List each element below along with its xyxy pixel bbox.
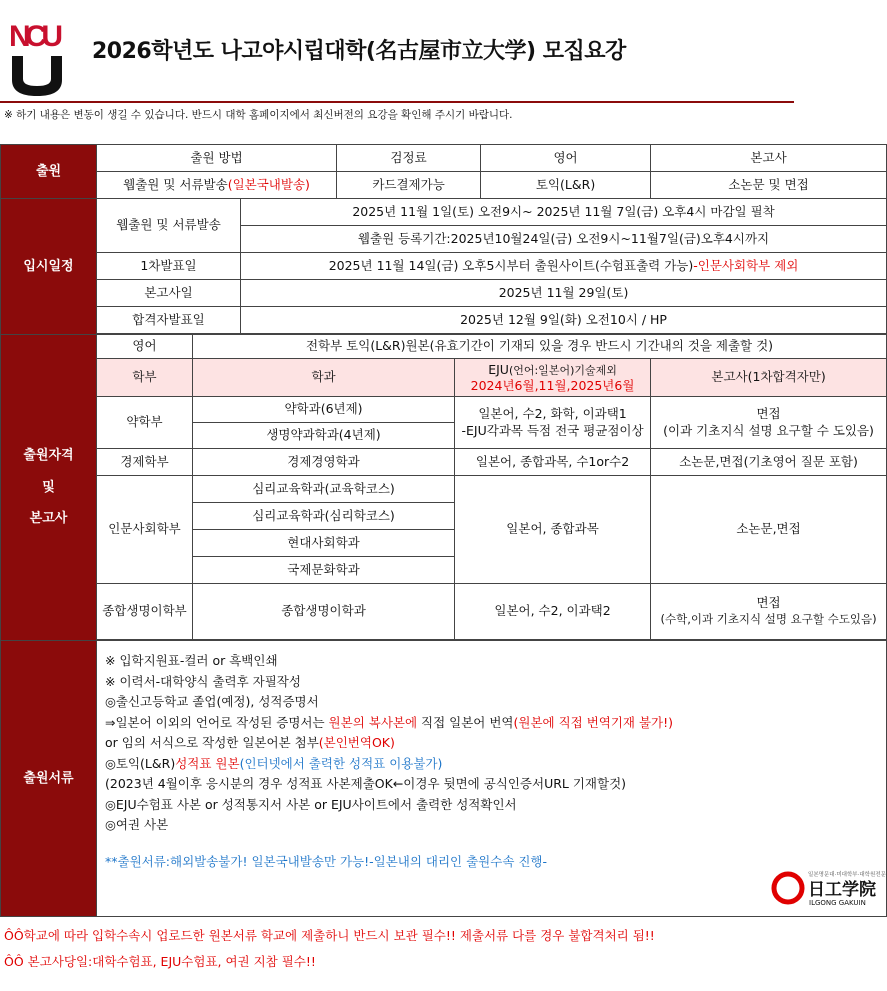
doc-line-4: ⇒일본어 이외의 언어로 작성된 증명서는 원본의 복사본에 직접 일본어 번역(원본에 직접 번역기재 불가!): [105, 714, 674, 730]
qual-english-value: 전학부 토익(L&R)원본(유효기간이 기재되 있을 경우 반드시 기간내의 것을 제출할 것): [193, 335, 887, 359]
pharm-exam-2: (이과 기초지식 설명 요구할 수 도있음): [663, 422, 874, 438]
pass-value: 2025년 12월 9일(화) 오전10시 / HP: [241, 307, 887, 334]
section-schedule: 입시일정: [1, 199, 97, 335]
hum-row-1: [1, 476, 887, 503]
page-title: [92, 34, 626, 65]
hum-dept-3: 현대사회학과: [193, 530, 455, 557]
ilgong-logo: [772, 868, 886, 908]
doc-line-8: ◎EJU수험표 사본 or 성적통지서 사본 or EJU사이트에서 출력한 성적확인서: [105, 796, 517, 812]
qual-title-2: 및: [42, 479, 55, 495]
qual-title-3: 본고사: [29, 511, 68, 527]
econ-eju: 일본어, 종합과목, 수1or수2: [455, 449, 651, 476]
life-dept: 종합생명이학과: [193, 584, 455, 640]
econ-row: [1, 449, 887, 476]
web-line1: 2025년 11월 1일(토) 오전9시~ 2025년 11월 7일(금) 오후4시 마감일 필착: [241, 199, 887, 226]
method-text: 웹출원 및 서류발송: [123, 176, 228, 192]
documents-row: [1, 641, 887, 917]
first-value-text: 2025년 11월 14일(금) 오후5시부터 출원사이트(수험표출력 가능): [328, 257, 694, 273]
schedule-row-pass: [1, 307, 887, 334]
life-exam-1: 면접: [756, 595, 781, 611]
pharm-faculty: 약학부: [97, 397, 193, 449]
pharm-eju: [455, 397, 651, 449]
col-exam: 본고사(1차합격자만): [651, 359, 887, 397]
ncu-logo: [8, 20, 66, 98]
title-divider: [0, 101, 794, 103]
eju-label: EJU: [488, 362, 509, 378]
doc-line-9: ◎여권 사본: [105, 817, 169, 832]
title-cjk: (名古屋市立大学): [365, 39, 536, 64]
econ-exam: 소논문,면접(기초영어 질문 포함): [651, 449, 887, 476]
footer-warning-2: ÔÔ 본고사당일:대학수험표, EJU수험표, 여권 지참 필수!!: [4, 954, 316, 969]
footer-warning-1: ÔÔ학교에 따라 입학수속시 업로드한 원본서류 학교에 제출하니 반드시 보관 필수!! 제출서류 다를 경우 불합격처리 됨!!: [4, 928, 655, 943]
pharm-dept-1: 약학과(6년제): [193, 397, 455, 423]
method-value: [97, 172, 337, 199]
documents-list: [97, 641, 887, 917]
exam-label: 본고사일: [97, 280, 241, 307]
web-line2: 웹출원 등록기간:2025년10월24일(금) 오전9시~11월7일(금)오후4시까지: [241, 226, 887, 253]
pharm-eju-2: -EJU각과목 득점 전국 평균점이상: [461, 422, 644, 438]
logo-u-shape: [12, 56, 62, 96]
qual-header-row: [1, 359, 887, 397]
col-eju: [455, 359, 651, 397]
method-red: (일본국내발송): [227, 176, 310, 192]
notice-text: ※ 하기 내용은 변동이 생길 수 있습니다. 반드시 대학 홈페이지에서 최신버전의 요강을 확인해 주시기 바랍니다.: [4, 109, 513, 121]
col-dept: 학과: [193, 359, 455, 397]
title-suffix: 모집요강: [535, 39, 626, 64]
hum-exam: 소논문,면접: [651, 476, 887, 584]
econ-dept: 경제경영학과: [193, 449, 455, 476]
web-label: 웹출원 및 서류발송: [97, 199, 241, 253]
eju-dates: 2024년6월,11월,2025년6월: [470, 377, 635, 393]
doc-line-6: ◎토익(L&R)성적표 원본(인터넷에서 출력한 성적표 이용불가): [105, 755, 443, 771]
qual-english-row: [1, 335, 887, 359]
doc-line-2: ※ 이력서-대학양식 출력후 자필작성: [105, 673, 301, 689]
ilgong-romaji: ILGONG GAKUIN: [809, 899, 866, 907]
section-documents: 출원서류: [1, 641, 97, 917]
first-label: 1차발표일: [97, 253, 241, 280]
col-method: 출원 방법: [97, 145, 337, 172]
title-prefix: 2026학년도 나고야시립대학: [92, 39, 366, 64]
pharm-exam: [651, 397, 887, 449]
pass-label: 합격자발표일: [97, 307, 241, 334]
doc-line-10: **출원서류:해외발송불가! 일본국내발송만 가능!-일본내의 대리인 출원수속 진행-: [105, 853, 548, 869]
life-row: [1, 584, 887, 640]
application-header-row: [1, 145, 887, 172]
pharm-row-1: [1, 397, 887, 423]
exam-value: 2025년 11월 29일(토): [241, 280, 887, 307]
pharm-exam-1: 면접: [756, 405, 781, 421]
schedule-row-web1: [1, 199, 887, 226]
col-faculty: 학부: [97, 359, 193, 397]
section-qualification: [1, 335, 97, 641]
ilgong-name: 日工学院: [808, 880, 877, 900]
eju-note: (언어:일본어)기술제외: [508, 364, 617, 378]
doc-line-3: ◎출신고등학교 졸업(예정), 성적증명서: [105, 694, 319, 709]
application-exam-value: 소논문 및 면접: [651, 172, 887, 199]
life-eju: 일본어, 수2, 이과택2: [455, 584, 651, 640]
col-fee: 검정료: [337, 145, 481, 172]
pharm-dept-2: 생명약과학과(4년제): [193, 423, 455, 449]
qual-title-1: 출원자격: [23, 448, 74, 464]
col-english: 영어: [481, 145, 651, 172]
admission-table: [0, 144, 887, 917]
hum-dept-4: 국제문화학과: [193, 557, 455, 584]
fee-value: 카드결제가능: [337, 172, 481, 199]
life-faculty: 종합생명이학부: [97, 584, 193, 640]
application-value-row: [1, 172, 887, 199]
hum-eju: 일본어, 종합과목: [455, 476, 651, 584]
doc-line-7: (2023년 4월이후 응시분의 경우 성적표 사본제출OK←이경우 뒷면에 공식인증서URL 기재할것): [105, 776, 627, 791]
ilgong-tagline: 일본명문대·미대학부·대학원전문: [808, 872, 886, 878]
econ-faculty: 경제학부: [97, 449, 193, 476]
first-value: [241, 253, 887, 280]
schedule-row-exam: [1, 280, 887, 307]
hum-faculty: 인문사회학부: [97, 476, 193, 584]
schedule-row-first: [1, 253, 887, 280]
section-application: 출원: [1, 145, 97, 199]
logo-letters-nc: NCU: [9, 20, 63, 53]
life-exam-2: (수학,이과 기초지식 설명 요구할 수도있음): [660, 612, 877, 627]
pharm-eju-1: 일본어, 수2, 화학, 이과택1: [478, 405, 627, 421]
col-exam-application: 본고사: [651, 145, 887, 172]
life-exam: [651, 584, 887, 640]
hum-dept-2: 심리교육학과(심리학코스): [193, 503, 455, 530]
hum-dept-1: 심리교육학과(교육학코스): [193, 476, 455, 503]
first-value-red: -인문사회학부 제외: [693, 257, 799, 273]
english-value: 토익(L&R): [481, 172, 651, 199]
qual-english-label: 영어: [97, 335, 193, 359]
doc-line-5: or 임의 서식으로 작성한 일본어본 첨부(본인번역OK): [105, 735, 395, 750]
doc-line-1: ※ 입학지원표-컬러 or 흑백인쇄: [105, 653, 278, 668]
